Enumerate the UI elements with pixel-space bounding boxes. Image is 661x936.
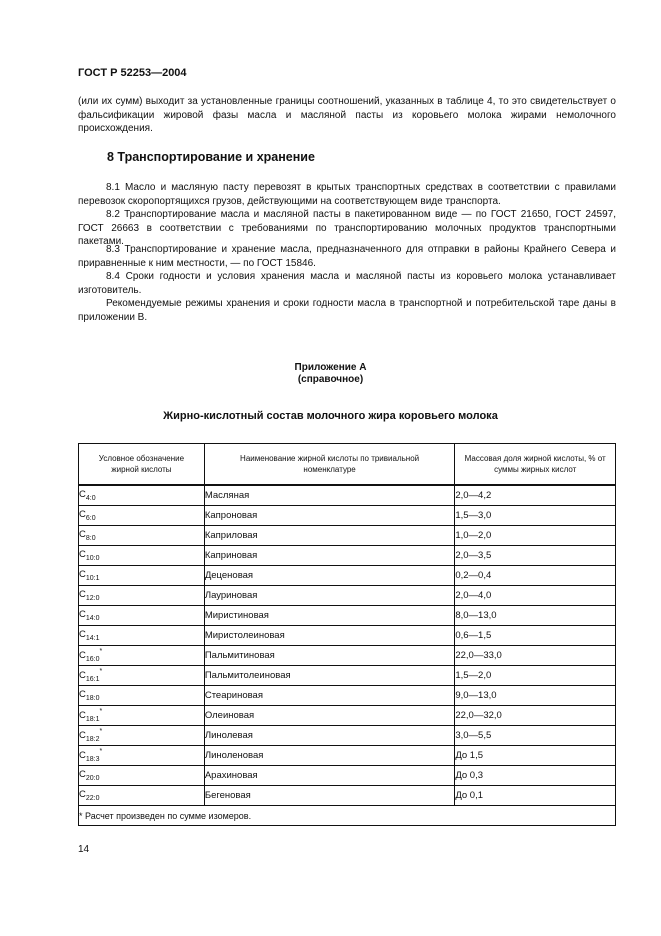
acid-symbol-cell [79,485,205,506]
table-row [79,506,616,526]
paragraph-recommendation: Рекомендуемые режимы хранения и сроки годности масла в транспортной и потребительской таре даны в приложении В. [78,298,616,323]
acid-name-cell: Миристолеиновая [204,626,455,646]
table-row [79,726,616,746]
mass-fraction-cell: До 0,1 [455,786,616,806]
intro-paragraph: (или их сумм) выходит за установленные границы соотношений, указанных в таблице 4, то это свидетельствует о фальсификации жировой фазы масла и масляной пасты из коровьего молока жирами немолочного происхождения. [78,96,616,134]
appendix-kind: (справочное) [297,374,364,385]
acid-symbol: C [79,609,86,620]
acid-symbol: C [79,750,86,761]
table-row [79,686,616,706]
appendix-label: Приложение А [294,362,367,373]
acid-carbon-index: 22:0 [85,795,100,802]
acid-symbol: C [79,670,86,681]
isomer-footnote-mark: * [99,668,103,675]
table-row [79,586,616,606]
acid-carbon-index: 10:1 [85,575,100,582]
acid-symbol: C [79,589,86,600]
acid-name-cell: Масляная [204,485,455,506]
acid-symbol: C [79,549,86,560]
acid-symbol-cell [79,666,205,686]
mass-fraction-cell: 0,2—0,4 [455,566,616,586]
table-row [79,786,616,806]
mass-fraction-cell: 9,0—13,0 [455,686,616,706]
isomer-footnote-mark: * [99,708,103,715]
acid-name-cell: Арахиновая [204,766,455,786]
acid-symbol-cell [79,526,205,546]
acid-name-cell: Олеиновая [204,706,455,726]
acid-name-cell: Стеариновая [204,686,455,706]
acid-carbon-index: 12:0 [85,595,100,602]
acid-name-cell: Пальмитолеиновая [204,666,455,686]
acid-name-cell: Капроновая [204,506,455,526]
acid-symbol: C [79,730,86,741]
acid-name-cell: Бегеновая [204,786,455,806]
acid-symbol: C [79,489,86,500]
section-heading: 8 Транспортирование и хранение [107,150,315,164]
table-footnote: * Расчет произведен по сумме изомеров. [79,806,616,826]
acid-symbol-cell [79,746,205,766]
mass-fraction-cell: 1,0—2,0 [455,526,616,546]
acid-symbol-cell [79,566,205,586]
table-row [79,626,616,646]
table-row [79,485,616,506]
header-symbol: Условное обозначение жирной кислоты [79,444,205,486]
mass-fraction-cell: 22,0—33,0 [455,646,616,666]
table-row [79,606,616,626]
acid-symbol: C [79,769,86,780]
acid-carbon-index: 10:0 [85,555,100,562]
paragraph-8-1: 8.1 Масло и масляную пасту перевозят в крытых транспортных средствах в соответствии с правилами перевозок скоропортящихся грузов, действующими на соответствующем виде транспорта. [78,182,616,207]
acid-carbon-index: 14:1 [85,635,100,642]
table-row [79,746,616,766]
mass-fraction-cell: 0,6—1,5 [455,626,616,646]
mass-fraction-cell: 1,5—2,0 [455,666,616,686]
acid-name-cell: Каприновая [204,546,455,566]
table-row [79,646,616,666]
mass-fraction-cell: 1,5—3,0 [455,506,616,526]
acid-symbol: C [79,509,86,520]
acid-carbon-index: 20:0 [85,775,100,782]
mass-fraction-cell: 2,0—4,0 [455,586,616,606]
table-row [79,566,616,586]
acid-symbol-cell [79,706,205,726]
acid-carbon-index: 18:0 [85,695,100,702]
acid-symbol: C [79,629,86,640]
paragraph-8-2: 8.2 Транспортирование масла и масляной пасты в пакетированном виде — по ГОСТ 21650, ГОСТ 24597, ГОСТ 26663 в соответствии с требованиями по транспортированию молочных продуктов транспортными пакетами. [78,209,616,247]
isomer-footnote-mark: * [99,728,103,735]
acid-carbon-index: 6:0 [85,515,96,522]
acid-carbon-index: 16:1 [85,676,100,683]
acid-carbon-index: 18:2 [85,736,100,743]
paragraph-8-4: 8.4 Сроки годности и условия хранения масла и масляной пасты из коровьего молока устанавливает изготовитель. [78,271,616,296]
acid-symbol: C [79,710,86,721]
isomer-footnote-mark: * [99,748,103,755]
acid-symbol: C [79,689,86,700]
document-header: ГОСТ Р 52253—2004 [78,67,187,79]
acid-symbol: C [79,529,86,540]
acid-symbol: C [79,569,86,580]
acid-symbol-cell [79,726,205,746]
acid-name-cell: Деценовая [204,566,455,586]
acid-carbon-index: 18:3 [85,756,100,763]
acid-carbon-index: 16:0 [85,656,100,663]
mass-fraction-cell: 22,0—32,0 [455,706,616,726]
table-row [79,526,616,546]
isomer-footnote-mark: * [99,648,103,655]
acid-name-cell: Каприловая [204,526,455,546]
mass-fraction-cell: 2,0—3,5 [455,546,616,566]
table-row [79,766,616,786]
table-row [79,706,616,726]
mass-fraction-cell: До 1,5 [455,746,616,766]
acid-symbol-cell [79,546,205,566]
acid-carbon-index: 14:0 [85,615,100,622]
paragraph-8-3: 8.3 Транспортирование и хранение масла, предназначенного для отправки в районы Крайнего Севера и приравненные к ним местности, — по ГОСТ 15846. [78,244,616,269]
table-row [79,546,616,566]
page-number: 14 [78,844,90,855]
table-header-row [79,444,616,486]
appendix-title: Жирно-кислотный состав молочного жира коровьего молока [163,410,498,422]
acid-symbol-cell [79,586,205,606]
acid-name-cell: Миристиновая [204,606,455,626]
acid-symbol: C [79,650,86,661]
table-row [79,666,616,686]
acid-symbol-cell [79,686,205,706]
fatty-acid-table [78,443,616,826]
acid-name-cell: Лауриновая [204,586,455,606]
acid-name-cell: Пальмитиновая [204,646,455,666]
acid-symbol: C [79,789,86,800]
header-name: Наименование жирной кислоты по тривиальной номенклатуре [204,444,455,486]
acid-symbol-cell [79,626,205,646]
table-footnote-row [79,806,616,826]
acid-symbol-cell [79,606,205,626]
mass-fraction-cell: До 0,3 [455,766,616,786]
acid-carbon-index: 4:0 [85,495,96,502]
acid-symbol-cell [79,786,205,806]
acid-name-cell: Линолевая [204,726,455,746]
mass-fraction-cell: 3,0—5,5 [455,726,616,746]
acid-carbon-index: 18:1 [85,716,100,723]
acid-symbol-cell [79,506,205,526]
acid-carbon-index: 8:0 [85,535,96,542]
mass-fraction-cell: 2,0—4,2 [455,485,616,506]
acid-symbol-cell [79,766,205,786]
mass-fraction-cell: 8,0—13,0 [455,606,616,626]
acid-symbol-cell [79,646,205,666]
header-mass-fraction: Массовая доля жирной кислоты, % от суммы жирных кислот [455,444,616,486]
acid-name-cell: Линоленовая [204,746,455,766]
